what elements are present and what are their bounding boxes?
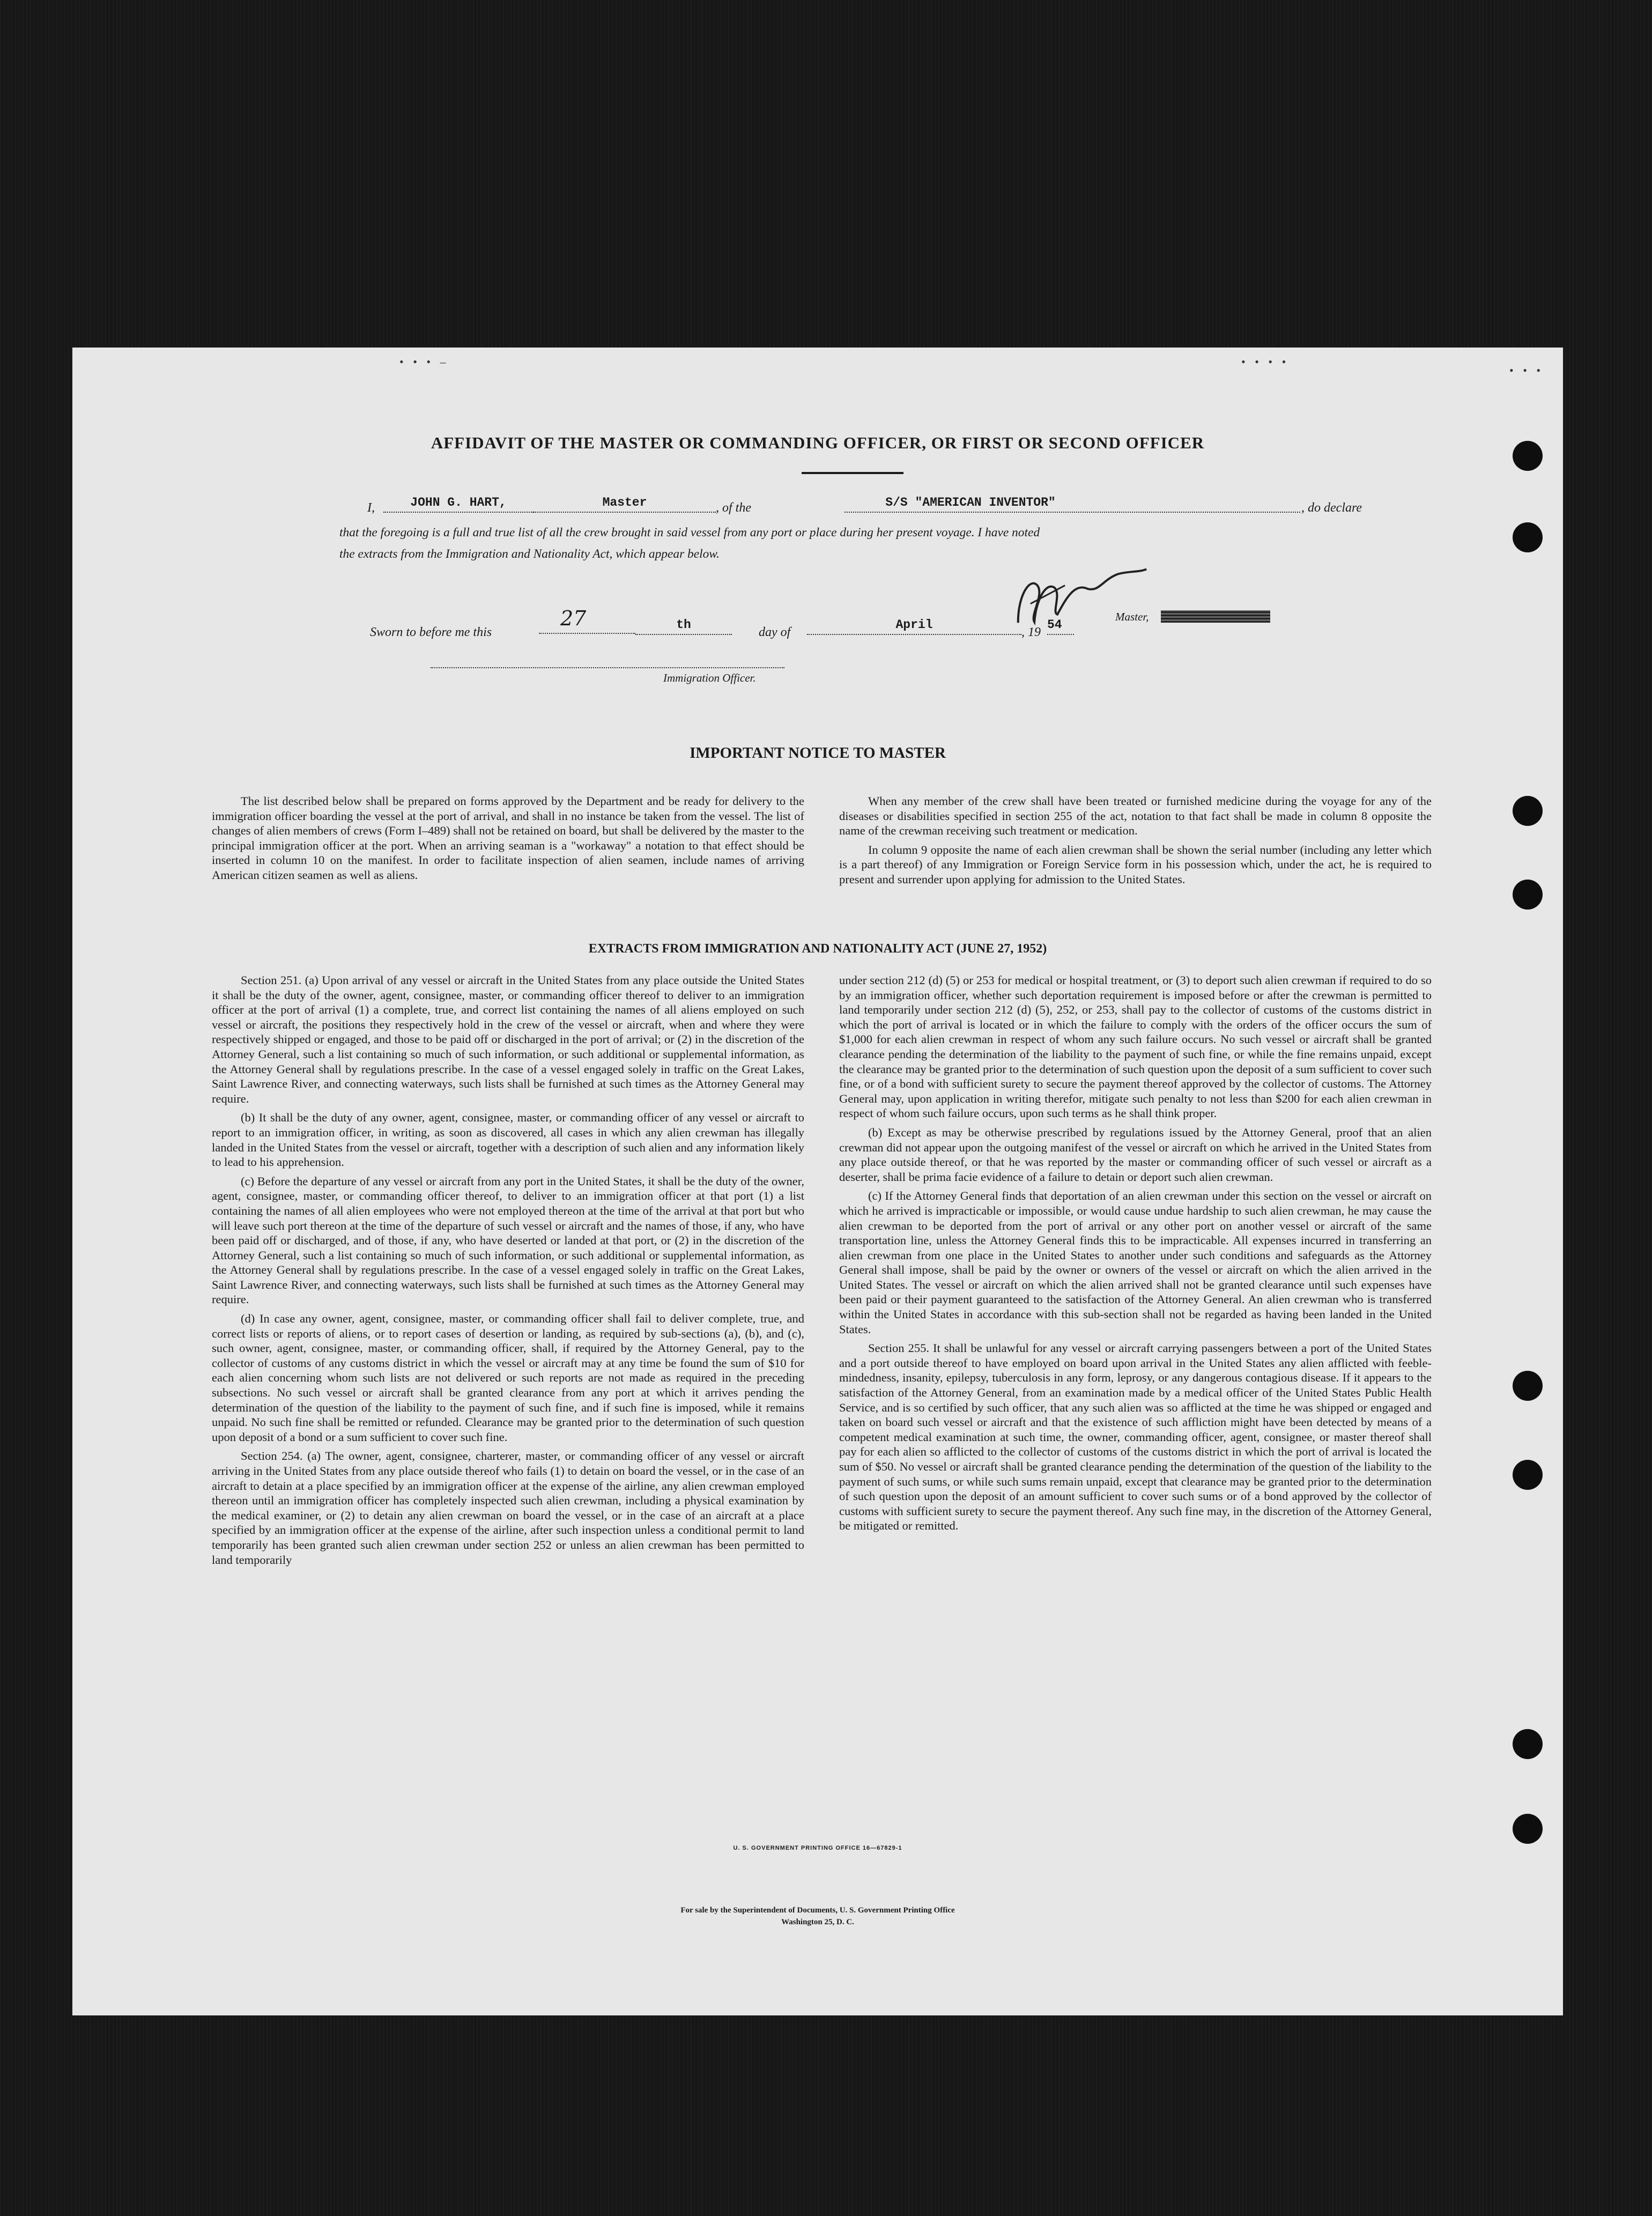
immigration-officer-line	[431, 667, 784, 668]
notice-left-column	[212, 794, 804, 882]
punch-hole	[1513, 796, 1543, 826]
punch-hole	[1513, 1729, 1543, 1759]
year-prefix: , 19	[1021, 625, 1041, 639]
sworn-prefix: Sworn to before me this	[370, 625, 492, 639]
sworn-day-suffix: th	[635, 618, 732, 635]
punch-hole	[1513, 522, 1543, 552]
extracts-right-column	[839, 973, 1432, 1533]
immigration-officer-label: Immigration Officer.	[663, 671, 756, 684]
extract-paragraph: Section 255. It shall be unlawful for any vessel or aircraft carrying passengers between a port of the United States and a port outside thereof to have employed on board upon arrival in the United States any alien afflicted with feeble-mindedness, insanity, epilepsy, tuberculosis in any form, leprosy, or any dangerous contagious disease. If it appears to the satisfaction of the Attorney General, from an examination made by a medical officer of the United States Public Health Service, and is so certified by such officer, that any such alien was so afflicted at the time he was shipped or engaged and taken on board such vessel or aircraft and that the existence of such affliction might have been detected by means of a competent medical examination at such time, the owner, commanding officer, agent, consignee, or master thereof shall pay for each alien so afflicted to the collector of customs of the customs district in which the port of arrival is located the sum of $50. No vessel or aircraft shall be granted clearance pending the determination of the question of the liability to the payment of such sums, or while such sums remain unpaid, except that clearance may be granted prior to the determination of such question upon the deposit of an amount sufficient to cover such sums or of a bond approved by the collector of customs with sufficient surety to secure the payment thereof. Any such fine may, in the discretion of the Attorney General, be mitigated or remitted.	[839, 1341, 1432, 1533]
punch-hole	[1513, 1460, 1543, 1490]
master-name-field: JOHN G. HART,	[383, 496, 534, 513]
extract-paragraph: (c) If the Attorney General finds that deportation of an alien crewman under this section on the vessel or aircraft on which he arrived is impracticable or impossible, or would cause undue hardship to such alien crewman, he may cause the alien crewman to be deported from the port of arrival or any other port on another vessel or aircraft of the same transportation line, unless the Attorney General finds this to be impracticable. All expenses incurred in transferring an alien crewman from one place in the United States to another under such conditions and safeguards as the Attorney General shall impose, shall be paid by the owner or owners of the vessel or aircraft on which the alien arrived in the United States. The vessel or aircraft on which the alien arrived shall not be granted clearance until such expenses have been paid or their payment guaranteed to the satisfaction of the Attorney General. An alien crewman who is transferred within the United States in accordance with this sub-section shall not be regarded as having been landed in the United States.	[839, 1189, 1432, 1336]
declaration-prefix: I,	[367, 501, 375, 515]
punch-hole	[1513, 1371, 1543, 1401]
extract-paragraph: Section 254. (a) The owner, agent, consignee, charterer, master, or commanding officer of any vessel or aircraft arriving in the United States from any place outside thereof who fails (1) to detain on board the vessel, or in the case of an aircraft to detain at a place specified by an immigration officer at the expense of the airline, any alien crewman employed thereon until an immigration officer has completely inspected such alien crewman, including a physical examination by the medical examiner, or (2) to detain any alien crewman on board the vessel, or in the case of an aircraft at a place specified by an immigration officer at the expense of the airline, after such inspection unless a conditional permit to land temporarily has been granted such alien crewman under section 252 or unless an alien crewman has been permitted to land temporarily	[212, 1449, 804, 1567]
sale-notice-line-2: Washington 25, D. C.	[781, 1918, 854, 1926]
sworn-month-field: April	[807, 618, 1021, 635]
affidavit-page	[72, 348, 1563, 2015]
sworn-year-field: 54	[1047, 618, 1074, 635]
extracts-left-column	[212, 973, 804, 1567]
edge-specks: • • • –	[399, 355, 449, 368]
master-label: Master,	[1115, 610, 1149, 623]
day-of-label: day of	[759, 625, 791, 639]
extract-paragraph: Section 251. (a) Upon arrival of any vessel or aircraft in the United States from any place outside the United States it shall be the duty of the owner, agent, consignee, master, or commanding officer thereof to deliver to an immigration officer at the port of arrival (1) a complete, true, and correct list containing the names of all aliens employed on such vessel or aircraft, the positions they respectively hold in the crew of the vessel or aircraft, when and where they were respectively shipped or engaged, and those to be paid off or discharged in the port of arrival; or (2) in the discretion of the Attorney General, such a list containing so much of such information, or such additional or supplemental information, as the Attorney General shall by regulations prescribe. In the case of a vessel engaged solely in traffic on the Great Lakes, Saint Lawrence River, and connecting waterways, such lists shall be furnished at such times as the Attorney General may require.	[212, 973, 804, 1105]
affidavit-title: AFFIDAVIT OF THE MASTER OR COMMANDING OFFICER, OR FIRST OR SECOND OFFICER	[431, 433, 1205, 452]
vessel-name-field: S/S "AMERICAN INVENTOR"	[844, 496, 1300, 513]
notice-paragraph: In column 9 opposite the name of each alien crewman shall be shown the serial number (including any letter which is a part thereof) of any Immigration or Foreign Service form in his possession which, under the act, he is required to present and surrender upon applying for admission to the United States.	[839, 843, 1432, 886]
declaration-line-3: the extracts from the Immigration and Nationality Act, which appear below.	[339, 547, 720, 561]
sale-notice-line-1: For sale by the Superintendent of Documents, U. S. Government Printing Office	[680, 1906, 955, 1915]
extract-paragraph: (d) In case any owner, agent, consignee, master, or commanding officer shall fail to deliver complete, true, and correct lists or reports of aliens, or to report cases of desertion or landing, as required by sub-sections (a), (b), and (c), such owner, agent, consignee, master, or commanding officer, shall, if required by the Attorney General, pay to the collector of customs of any customs district in which the vessel or aircraft may at any time be found the sum of $10 for each alien concerning whom such lists are not delivered or such reports are not made as required in the preceding subsections. No such vessel or aircraft shall be granted clearance from any port at which it arrives pending the determination of the question of the liability to the payment of such fine, and if such fine is imposed, while it remains unpaid. No such fine shall be remitted or refunded. Clearance may be granted prior to the determination of such question upon deposit of a bond or a sum sufficient to cover such fine.	[212, 1312, 804, 1444]
edge-specks: • • •	[1509, 364, 1544, 377]
printing-office-mark: U. S. GOVERNMENT PRINTING OFFICE 16—67829-1	[733, 1845, 902, 1851]
notice-right-column	[839, 794, 1432, 887]
extract-paragraph: (b) It shall be the duty of any owner, agent, consignee, master, or commanding officer of any vessel or aircraft to report to an immigration officer, in writing, as soon as discovered, all cases in which any alien crewman has illegally landed in the United States from the vessel or aircraft, together with a description of such alien and any information likely to lead to his apprehension.	[212, 1111, 804, 1169]
notice-title: IMPORTANT NOTICE TO MASTER	[690, 744, 946, 762]
extracts-title: EXTRACTS FROM IMMIGRATION AND NATIONALITY ACT (JUNE 27, 1952)	[588, 942, 1047, 956]
sworn-day-field: 27	[539, 617, 635, 634]
rank-field: Master	[534, 496, 716, 513]
punch-hole	[1513, 880, 1543, 910]
title-rule	[802, 472, 903, 474]
notice-paragraph: The list described below shall be prepared on forms approved by the Department and be ready for delivery to the immigration officer boarding the vessel at the port of arrival, and shall in no instance be taken from the vessel. The list of changes of alien members of crews (Form I–489) shall not be retained on board, but shall be delivered by the master to the principal immigration officer at the port. When an arriving seaman is a "workaway" a notation to that effect should be inserted in column 10 on the manifest. In order to facilitate inspection of alien seamen, include names of arriving American citizen seamen as well as aliens.	[212, 794, 804, 882]
declare-label: , do declare	[1301, 501, 1362, 515]
extract-paragraph: (b) Except as may be otherwise prescribed by regulations issued by the Attorney General, proof that an alien crewman did not appear upon the outgoing manifest of the vessel or aircraft on which he arrived in the United States from any place outside thereof, or that he was reported by the master or commanding officer of such vessel or aircraft as a deserter, shall be prima facie evidence of a failure to detain or deport such alien crewman.	[839, 1125, 1432, 1184]
struck-officer-titles	[1161, 610, 1270, 623]
declaration-line-2: that the foregoing is a full and true list of all the crew brought in said vessel from any port or place during her present voyage. I have noted	[339, 526, 1040, 540]
of-the-label: , of the	[716, 501, 751, 515]
extract-paragraph: (c) Before the departure of any vessel or aircraft from any port in the United States, it shall be the duty of the owner, agent, consignee, master, or commanding officer thereof, to deliver to an immigration officer at that port (1) a list containing the names of all alien employees who were not employed thereon at the time of the arrival at that port but who will leave such port thereon at the time of the departure of such vessel or aircraft and the names of those, if any, who have been paid off or discharged, and of those, if any, who have deserted or landed at that port, or (2) in the discretion of the Attorney General, such a list containing so much of such information, or such additional or supplemental information, as the Attorney General shall by regulations prescribe. In the case of a vessel engaged solely in traffic on the Great Lakes, Saint Lawrence River, and connecting waterways, such lists shall be furnished at such times as the Attorney General may require.	[212, 1174, 804, 1306]
punch-hole	[1513, 1814, 1543, 1844]
extract-paragraph: under section 212 (d) (5) or 253 for medical or hospital treatment, or (3) to deport such alien crewman if required to do so by an immigration officer, whether such deportation requirement is imposed before or after the crewman is permitted to land temporarily under section 212 (d) (5), 252, or 253, shall pay to the collector of customs of the customs district in which the port of arrival is located or in which the failure to comply with the orders of the officer occurs the sum of $1,000 for each alien crewman in respect of whom any such failure occurs. No such vessel or aircraft shall be granted clearance pending the determination of the liability to the payment of such fine, or while the fine remains unpaid, except the clearance may be granted prior to the determination of such question upon the deposit of a sum sufficient to cover such fine, or of a bond with sufficient surety to secure the payment thereof approved by the collector of customs. The Attorney General may, upon application in writing therefor, mitigate such penalty to not less than $200 for each alien crewman in respect of whom such failure occurs, upon such terms as he shall think proper.	[839, 973, 1432, 1120]
edge-specks: • • • •	[1241, 355, 1290, 368]
notice-paragraph: When any member of the crew shall have been treated or furnished medicine during the voyage for any of the diseases or disabilities specified in section 255 of the act, notation to that fact shall be made in column 8 opposite the name of the crewman receiving such treatment or medication.	[839, 794, 1432, 837]
